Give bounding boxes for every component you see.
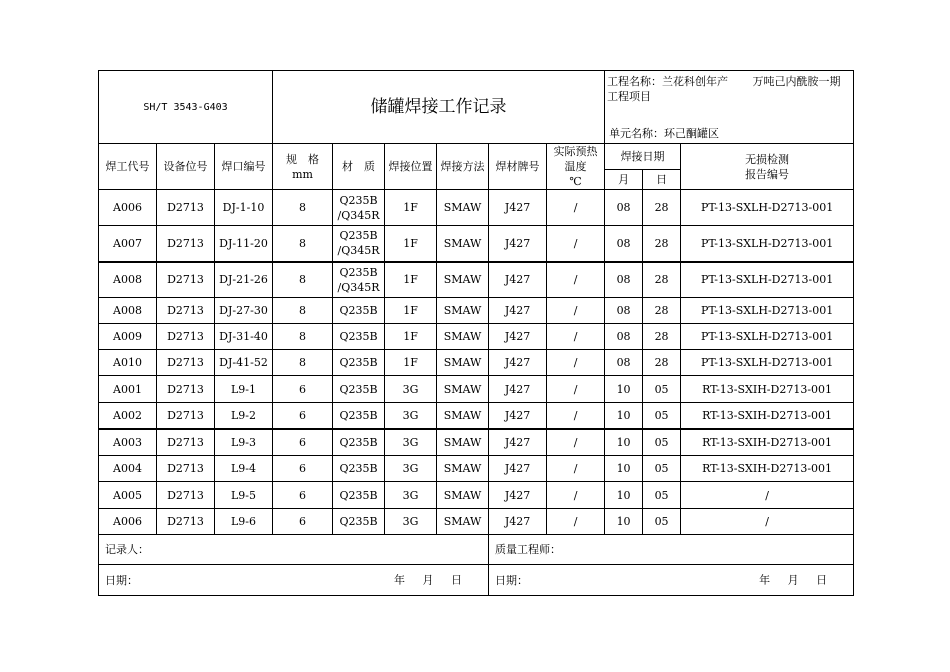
cell-spec: 8 [273, 262, 333, 298]
cell-equip: D2713 [157, 403, 215, 429]
cell-welder: A004 [99, 456, 157, 482]
cell-month: 10 [605, 429, 643, 456]
cell-method: SMAW [437, 376, 489, 403]
cell-equip: D2713 [157, 509, 215, 535]
col-consumable: 焊材牌号 [489, 144, 547, 190]
cell-month: 08 [605, 350, 643, 376]
cell-preheat: / [547, 324, 605, 350]
footer-row-1 [99, 535, 854, 565]
cell-day: 28 [643, 226, 681, 262]
cell-material: Q235B [333, 509, 385, 535]
cell-report: RT-13-SXIH-D2713-001 [681, 429, 854, 456]
cell-position: 1F [385, 350, 437, 376]
cell-day: 28 [643, 262, 681, 298]
table-row [99, 509, 854, 535]
cell-joint: DJ-1-10 [215, 190, 273, 226]
cell-day: 05 [643, 376, 681, 403]
cell-month: 08 [605, 262, 643, 298]
cell-month: 08 [605, 298, 643, 324]
cell-consumable: J427 [489, 429, 547, 456]
cell-spec: 8 [273, 324, 333, 350]
cell-equip: D2713 [157, 324, 215, 350]
cell-spec: 8 [273, 350, 333, 376]
cell-consumable: J427 [489, 262, 547, 298]
col-ndt-report: 无损检测 报告编号 [681, 144, 854, 190]
cell-consumable: J427 [489, 350, 547, 376]
cell-preheat: / [547, 456, 605, 482]
cell-report: PT-13-SXLH-D2713-001 [681, 262, 854, 298]
cell-month: 10 [605, 376, 643, 403]
table-row [99, 456, 854, 482]
cell-joint: L9-6 [215, 509, 273, 535]
cell-method: SMAW [437, 324, 489, 350]
cell-position: 1F [385, 190, 437, 226]
cell-method: SMAW [437, 509, 489, 535]
cell-report: / [681, 482, 854, 509]
cell-equip: D2713 [157, 298, 215, 324]
project-info [605, 71, 854, 144]
quality-engineer-date: 日期： 年 月 日 [489, 565, 854, 596]
cell-welder: A007 [99, 226, 157, 262]
cell-equip: D2713 [157, 190, 215, 226]
cell-spec: 6 [273, 456, 333, 482]
cell-equip: D2713 [157, 226, 215, 262]
cell-consumable: J427 [489, 324, 547, 350]
cell-spec: 6 [273, 403, 333, 429]
col-material: 材 质 [333, 144, 385, 190]
col-preheat: 实际预热 温度 ℃ [547, 144, 605, 190]
table-row [99, 190, 854, 226]
cell-day: 28 [643, 298, 681, 324]
unit-name: 单元名称：环己酮罐区 [609, 127, 720, 140]
cell-report: RT-13-SXIH-D2713-001 [681, 376, 854, 403]
col-method: 焊接方法 [437, 144, 489, 190]
cell-joint: DJ-27-30 [215, 298, 273, 324]
weld-record-sheet [98, 70, 853, 596]
cell-consumable: J427 [489, 456, 547, 482]
cell-consumable: J427 [489, 376, 547, 403]
cell-method: SMAW [437, 298, 489, 324]
cell-method: SMAW [437, 456, 489, 482]
cell-preheat: / [547, 350, 605, 376]
cell-month: 08 [605, 190, 643, 226]
cell-material: Q235B [333, 376, 385, 403]
cell-report: PT-13-SXLH-D2713-001 [681, 350, 854, 376]
cell-preheat: / [547, 376, 605, 403]
cell-spec: 8 [273, 226, 333, 262]
cell-welder: A001 [99, 376, 157, 403]
cell-material: Q235B [333, 403, 385, 429]
cell-welder: A006 [99, 190, 157, 226]
cell-consumable: J427 [489, 226, 547, 262]
table-row [99, 298, 854, 324]
cell-preheat: / [547, 482, 605, 509]
weld-record-table [98, 70, 854, 596]
col-equip: 设备位号 [157, 144, 215, 190]
cell-day: 28 [643, 190, 681, 226]
cell-method: SMAW [437, 429, 489, 456]
cell-month: 10 [605, 403, 643, 429]
cell-spec: 6 [273, 376, 333, 403]
cell-day: 05 [643, 429, 681, 456]
cell-day: 05 [643, 509, 681, 535]
cell-spec: 6 [273, 429, 333, 456]
cell-consumable: J427 [489, 482, 547, 509]
cell-material: Q235B [333, 350, 385, 376]
cell-report: PT-13-SXLH-D2713-001 [681, 226, 854, 262]
cell-welder: A003 [99, 429, 157, 456]
cell-method: SMAW [437, 226, 489, 262]
cell-spec: 8 [273, 298, 333, 324]
cell-consumable: J427 [489, 403, 547, 429]
recorder-label: 记录人： [99, 535, 489, 565]
cell-joint: DJ-31-40 [215, 324, 273, 350]
cell-spec: 6 [273, 509, 333, 535]
table-row [99, 226, 854, 262]
cell-spec: 8 [273, 190, 333, 226]
cell-consumable: J427 [489, 190, 547, 226]
cell-position: 1F [385, 324, 437, 350]
cell-joint: L9-2 [215, 403, 273, 429]
col-day: 日 [643, 169, 681, 189]
cell-material: Q235B /Q345R [333, 190, 385, 226]
cell-report: PT-13-SXLH-D2713-001 [681, 298, 854, 324]
cell-spec: 6 [273, 482, 333, 509]
cell-report: PT-13-SXLH-D2713-001 [681, 324, 854, 350]
table-row [99, 376, 854, 403]
cell-day: 28 [643, 324, 681, 350]
cell-day: 05 [643, 482, 681, 509]
col-spec: 规 格 mm [273, 144, 333, 190]
recorder-date: 日期： 年 月 日 [99, 565, 489, 596]
cell-position: 3G [385, 509, 437, 535]
cell-joint: L9-5 [215, 482, 273, 509]
footer-row-2 [99, 565, 854, 596]
header-row [99, 71, 854, 144]
cell-position: 3G [385, 429, 437, 456]
cell-preheat: / [547, 403, 605, 429]
cell-month: 08 [605, 324, 643, 350]
cell-welder: A006 [99, 509, 157, 535]
cell-method: SMAW [437, 190, 489, 226]
cell-equip: D2713 [157, 482, 215, 509]
cell-joint: DJ-11-20 [215, 226, 273, 262]
cell-report: / [681, 509, 854, 535]
cell-method: SMAW [437, 262, 489, 298]
cell-position: 3G [385, 482, 437, 509]
cell-position: 3G [385, 456, 437, 482]
cell-equip: D2713 [157, 456, 215, 482]
cell-day: 05 [643, 456, 681, 482]
cell-position: 3G [385, 376, 437, 403]
cell-preheat: / [547, 509, 605, 535]
cell-preheat: / [547, 429, 605, 456]
column-header-row-1 [99, 144, 854, 170]
cell-report: RT-13-SXIH-D2713-001 [681, 456, 854, 482]
cell-month: 10 [605, 456, 643, 482]
table-row [99, 350, 854, 376]
col-welder: 焊工代号 [99, 144, 157, 190]
cell-joint: DJ-41-52 [215, 350, 273, 376]
cell-equip: D2713 [157, 429, 215, 456]
standard-code: SH/T 3543-G403 [99, 71, 273, 144]
table-row [99, 482, 854, 509]
cell-material: Q235B [333, 324, 385, 350]
cell-equip: D2713 [157, 350, 215, 376]
col-month: 月 [605, 169, 643, 189]
cell-month: 10 [605, 509, 643, 535]
cell-preheat: / [547, 262, 605, 298]
cell-material: Q235B [333, 429, 385, 456]
cell-joint: L9-3 [215, 429, 273, 456]
cell-joint: L9-4 [215, 456, 273, 482]
table-row [99, 262, 854, 298]
cell-report: RT-13-SXIH-D2713-001 [681, 403, 854, 429]
cell-material: Q235B [333, 482, 385, 509]
cell-material: Q235B /Q345R [333, 226, 385, 262]
cell-position: 1F [385, 262, 437, 298]
cell-day: 05 [643, 403, 681, 429]
cell-method: SMAW [437, 350, 489, 376]
page-title: 储罐焊接工作记录 [273, 71, 605, 144]
cell-position: 3G [385, 403, 437, 429]
table-row [99, 324, 854, 350]
cell-welder: A002 [99, 403, 157, 429]
col-weld-date: 焊接日期 [605, 144, 681, 170]
cell-welder: A005 [99, 482, 157, 509]
cell-preheat: / [547, 298, 605, 324]
col-position: 焊接位置 [385, 144, 437, 190]
cell-report: PT-13-SXLH-D2713-001 [681, 190, 854, 226]
cell-joint: DJ-21-26 [215, 262, 273, 298]
cell-material: Q235B /Q345R [333, 262, 385, 298]
cell-joint: L9-1 [215, 376, 273, 403]
cell-consumable: J427 [489, 509, 547, 535]
cell-material: Q235B [333, 456, 385, 482]
cell-month: 10 [605, 482, 643, 509]
cell-welder: A008 [99, 262, 157, 298]
cell-method: SMAW [437, 403, 489, 429]
cell-position: 1F [385, 226, 437, 262]
cell-equip: D2713 [157, 376, 215, 403]
cell-preheat: / [547, 226, 605, 262]
cell-month: 08 [605, 226, 643, 262]
cell-welder: A010 [99, 350, 157, 376]
cell-equip: D2713 [157, 262, 215, 298]
project-name: 工程名称：兰花科创年产 万吨己内酰胺一期工程项目 [607, 75, 841, 103]
cell-preheat: / [547, 190, 605, 226]
cell-welder: A008 [99, 298, 157, 324]
table-row [99, 403, 854, 429]
table-row [99, 429, 854, 456]
cell-material: Q235B [333, 298, 385, 324]
cell-method: SMAW [437, 482, 489, 509]
cell-position: 1F [385, 298, 437, 324]
cell-welder: A009 [99, 324, 157, 350]
cell-day: 28 [643, 350, 681, 376]
cell-consumable: J427 [489, 298, 547, 324]
quality-engineer-label: 质量工程师： [489, 535, 854, 565]
col-joint: 焊口编号 [215, 144, 273, 190]
